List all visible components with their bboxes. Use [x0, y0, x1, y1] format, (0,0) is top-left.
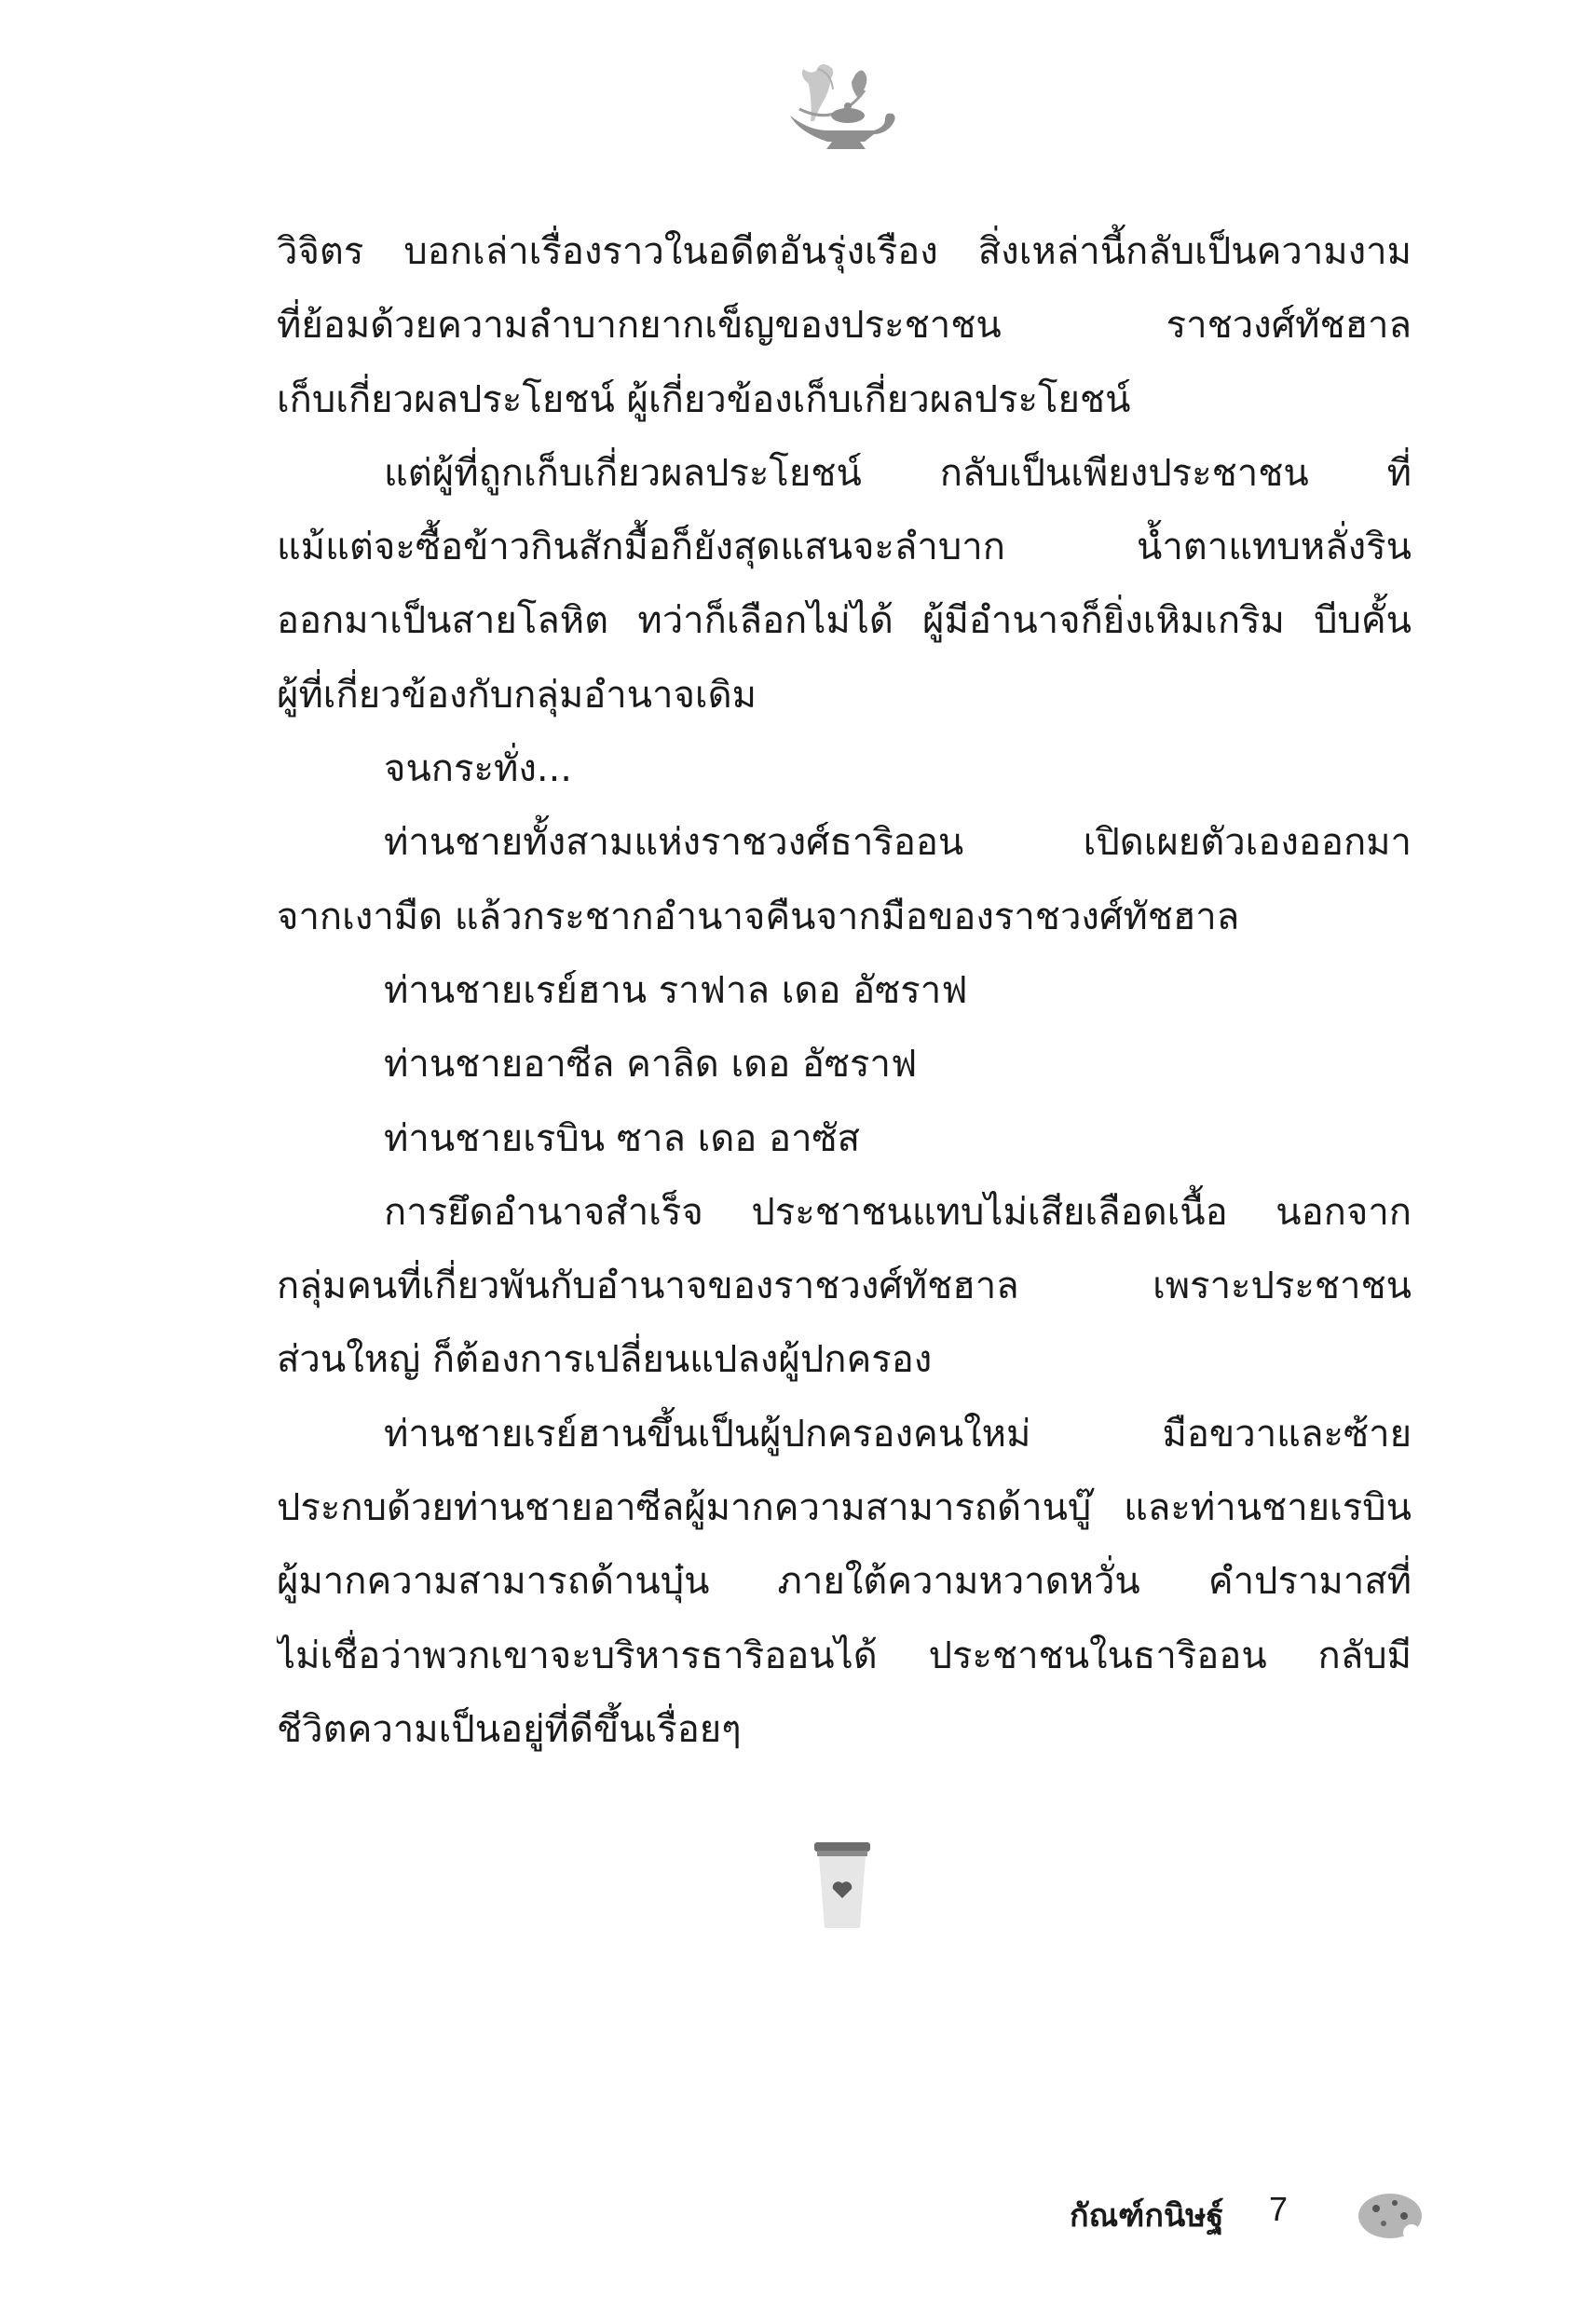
page-number: 7 — [1269, 2190, 1289, 2228]
text-line: ท่านชายเรย์ฮานขึ้นเป็นผู้ปกครองคนใหม่ มือขวาและซ้าย — [384, 1412, 1412, 1456]
text-line: กลุ่มคนที่เกี่ยวพันกับอำนาจของราชวงศ์ทัชฮาล เพราะประชาชน — [277, 1265, 1412, 1308]
text-line: จากเงามืด แล้วกระชากอำนาจคืนจากมือของราชวงศ์ทัชฮาล — [277, 895, 1240, 938]
text-line: ส่วนใหญ่ ก็ต้องการเปลี่ยนแปลงผู้ปกครอง — [277, 1338, 933, 1382]
text-line: ชีวิตความเป็นอยู่ที่ดีขึ้นเรื่อยๆ — [277, 1707, 742, 1751]
text-line: ที่ย้อมด้วยความลำบากยากเข็ญของประชาชน ราชวงศ์ทัชฮาล — [277, 304, 1412, 348]
text-line: แม้แต่จะซื้อข้าวกินสักมื้อก็ยังสุดแสนจะลำบาก น้ำตาแทบหลั่งริน — [277, 526, 1412, 569]
text-line: แต่ผู้ที่ถูกเก็บเกี่ยวผลประโยชน์ กลับเป็นเพียงประชาชน ที่ — [384, 451, 1412, 495]
body-text — [277, 222, 1412, 1773]
text-line: ผู้ที่เกี่ยวข้องกับกลุ่มอำนาจเดิม — [277, 673, 757, 717]
text-line: ผู้มากความสามารถด้านบุ๋น ภายใต้ความหวาดหวั่น คำปรามาสที่ — [277, 1560, 1412, 1604]
text-line: การยึดอำนาจสำเร็จ ประชาชนแทบไม่เสียเลือดเนื้อ นอกจาก — [384, 1190, 1412, 1234]
text-line: ท่านชายเรย์ฮาน ราฟาล เดอ อัซราฟ — [384, 968, 968, 1012]
text-line: ท่านชายเรบิน ซาล เดอ อาซัส — [384, 1116, 861, 1160]
text-line: ท่านชายอาซีล คาลิด เดอ อัซราฟ — [384, 1043, 918, 1087]
text-line: ไม่เชื่อว่าพวกเขาจะบริหารธาริออนได้ ประชาชนในธาริออน กลับมี — [277, 1634, 1412, 1677]
genie-lamp-cupid-icon — [781, 58, 902, 151]
coffee-cup-heart-icon — [812, 1840, 872, 1930]
book-title: กัณฑ์กนิษฐ์ — [1070, 2197, 1224, 2235]
text-line: จนกระทั่ง... — [384, 747, 573, 791]
text-line: ท่านชายทั้งสามแห่งราชวงศ์ธาริออน เปิดเผยตัวเองออกมา — [384, 821, 1412, 865]
cookie-icon — [1356, 2190, 1425, 2241]
text-line: วิจิตร บอกเล่าเรื่องราวในอดีตอันรุ่งเรือง สิ่งเหล่านี้กลับเป็นความงาม — [277, 230, 1412, 273]
text-line: ออกมาเป็นสายโลหิต ทว่าก็เลือกไม่ได้ ผู้มีอำนาจก็ยิ่งเหิมเกริม บีบคั้น — [277, 599, 1412, 643]
text-line: ประกบด้วยท่านชายอาซีลผู้มากความสามารถด้านบู๊ และท่านชายเรบิน — [277, 1486, 1412, 1530]
text-line: เก็บเกี่ยวผลประโยชน์ ผู้เกี่ยวข้องเก็บเกี่ยวผลประโยชน์ — [277, 377, 1131, 421]
